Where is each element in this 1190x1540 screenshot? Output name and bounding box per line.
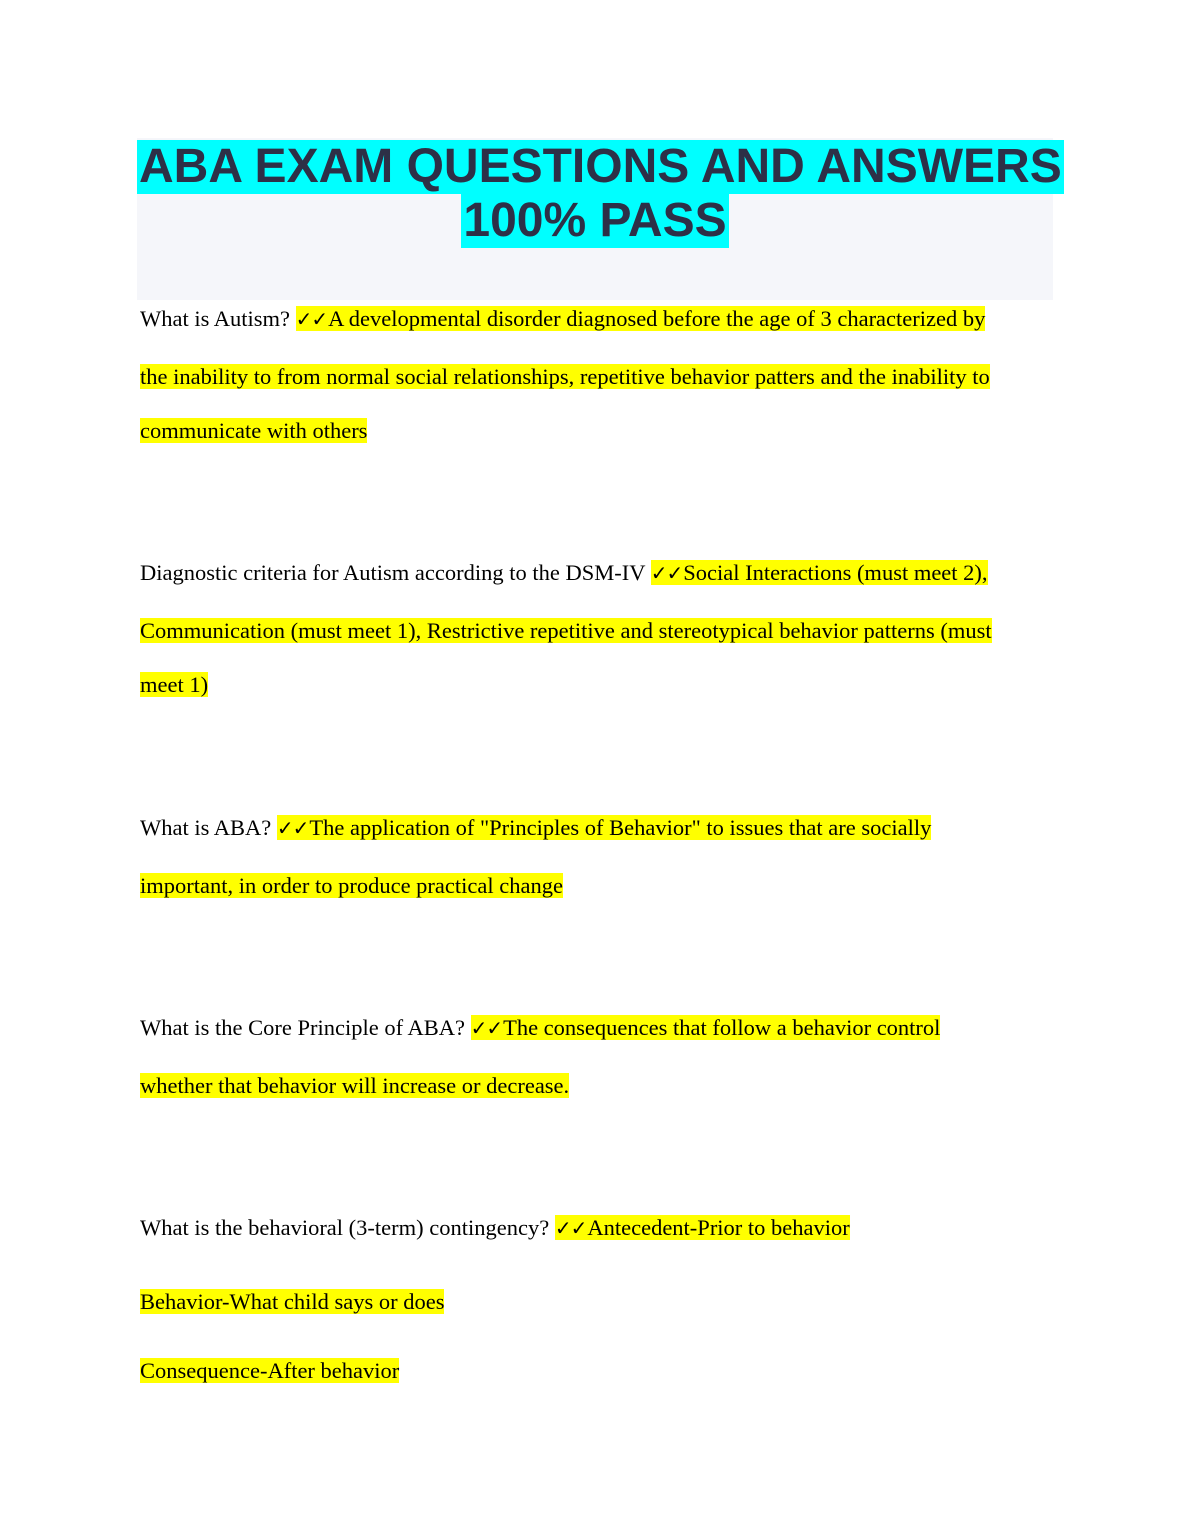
double-check-icon: ✓✓ — [276, 816, 309, 840]
qa-3-answer-line-2: important, in order to produce practical change — [140, 873, 563, 898]
qa-5-line-3 — [140, 1356, 399, 1386]
qa-2-line-1 — [140, 558, 988, 588]
double-check-icon: ✓✓ — [295, 307, 328, 331]
document-title-line-2: 100% PASS — [463, 194, 727, 247]
qa-5-answer-line-1: ✓✓Antecedent-Prior to behavior — [554, 1215, 850, 1240]
qa-4-answer-line-1: ✓✓The consequences that follow a behavior control — [470, 1015, 941, 1040]
double-check-icon: ✓✓ — [650, 561, 683, 585]
qa-3-line-1 — [140, 813, 931, 843]
qa-2-line-3 — [140, 670, 208, 700]
qa-5-answer-line-2: Behavior-What child says or does — [140, 1289, 445, 1314]
qa-1-answer-line-1: ✓✓A developmental disorder diagnosed before the age of 3 characterized by — [295, 306, 986, 331]
qa-2-answer-line-3: meet 1) — [140, 672, 209, 697]
qa-3-line-2 — [140, 871, 563, 901]
title-block — [137, 138, 1062, 300]
qa-5-answer-line-3: Consequence-After behavior — [140, 1358, 400, 1383]
document-title-line-1: ABA EXAM QUESTIONS AND ANSWERS — [139, 140, 1062, 193]
qa-1-question: What is Autism? — [140, 306, 296, 331]
qa-1-answer-line-3: communicate with others — [140, 418, 368, 443]
qa-2-answer-line-2: Communication (must meet 1), Restrictive repetitive and stereotypical behavior patterns (must — [140, 618, 992, 643]
double-check-icon: ✓✓ — [554, 1216, 587, 1240]
qa-1-line-3 — [140, 416, 367, 446]
double-check-icon: ✓✓ — [470, 1016, 503, 1040]
qa-5-line-1 — [140, 1213, 850, 1243]
qa-4-line-2 — [140, 1071, 569, 1101]
qa-1-answer-line-2: the inability to from normal social relationships, repetitive behavior patters and the inability to — [140, 364, 990, 389]
qa-4-question: What is the Core Principle of ABA? — [140, 1015, 471, 1040]
qa-3-answer-line-1: ✓✓The application of "Principles of Behavior" to issues that are socially — [276, 815, 932, 840]
qa-2-question: Diagnostic criteria for Autism according to the DSM-IV — [140, 560, 651, 585]
qa-2-answer-line-1: ✓✓Social Interactions (must meet 2), — [650, 560, 988, 585]
qa-1-line-1 — [140, 304, 985, 334]
qa-1-line-2 — [140, 362, 990, 392]
qa-3-question: What is ABA? — [140, 815, 277, 840]
qa-5-line-2 — [140, 1287, 444, 1317]
qa-4-line-1 — [140, 1013, 940, 1043]
qa-5-question: What is the behavioral (3-term) contingency? — [140, 1215, 555, 1240]
qa-4-answer-line-2: whether that behavior will increase or decrease. — [140, 1073, 570, 1098]
qa-2-line-2 — [140, 616, 992, 646]
